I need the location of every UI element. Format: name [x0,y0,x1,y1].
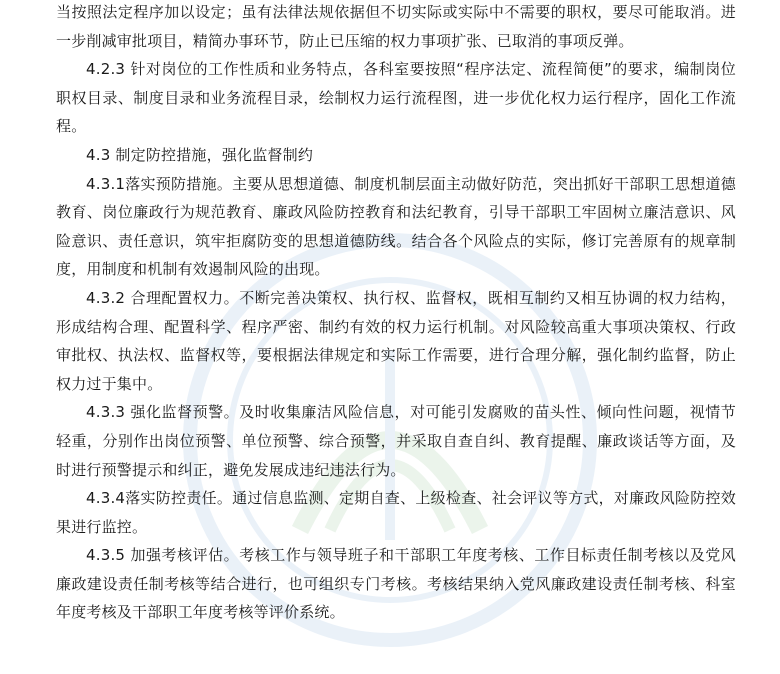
paragraph-4-3-3: 4.3.3 强化监督预警。及时收集廉洁风险信息，对可能引发腐败的苗头性、倾向性问题，视情节轻重，分别作出岗位预警、单位预警、综合预警，并采取自查自纠、教育提醒、廉政谈话等方面，及时进行预警提示和纠正，避免发展成违纪违法行为。 [56,403,736,479]
paragraph-continuation: 当按照法定程序加以设定；虽有法律法规依据但不切实际或实际中不需要的职权，要尽可能取消。进一步削减审批项目，精简办事环节，防止已压缩的权力事项扩张、已取消的事项反弹。 [56,3,736,50]
paragraph-4-3-2: 4.3.2 合理配置权力。不断完善决策权、执行权、监督权，既相互制约又相互协调的权力结构，形成结构合理、配置科学、程序严密、制约有效的权力运行机制。对风险较高重大事项决策权、行政审批权、执法权、监督权等，要根据法律规定和实际工作需要，进行合理分解，强化制约监督，防止权力过于集中。 [56,288,736,393]
section-heading-4-3: 4.3 制定防控措施，强化监督制约 [86,145,314,164]
paragraph-4-3-1: 4.3.1落实预防措施。主要从思想道德、制度机制层面主动做好防范，突出抓好干部职工思想道德教育、岗位廉政行为规范教育、廉政风险防控教育和法纪教育，引导干部职工牢固树立廉洁意识、风险意识、责任意识，筑牢拒腐防变的思想道德防线。结合各个风险点的实际，修订完善原有的规章制度，用制度和机制有效遏制风险的出现。 [56,174,736,279]
paragraph-4-3-4: 4.3.4落实防控责任。通过信息监测、定期自查、上级检查、社会评议等方式，对廉政风险防控效果进行监控。 [56,489,736,536]
document-body [56,0,736,627]
paragraph-4-2-3: 4.2.3 针对岗位的工作性质和业务特点，各科室要按照“程序法定、流程简便”的要求，编制岗位职权目录、制度目录和业务流程目录，绘制权力运行流程图，进一步优化权力运行程序，固化工作流程。 [56,60,736,136]
paragraph-4-3-5: 4.3.5 加强考核评估。考核工作与领导班子和干部职工年度考核、工作目标责任制考核以及党风廉政建设责任制考核等结合进行，也可组织专门考核。考核结果纳入党风廉政建设责任制考核、科室年度考核及干部职工年度考核等评价系统。 [56,546,736,622]
